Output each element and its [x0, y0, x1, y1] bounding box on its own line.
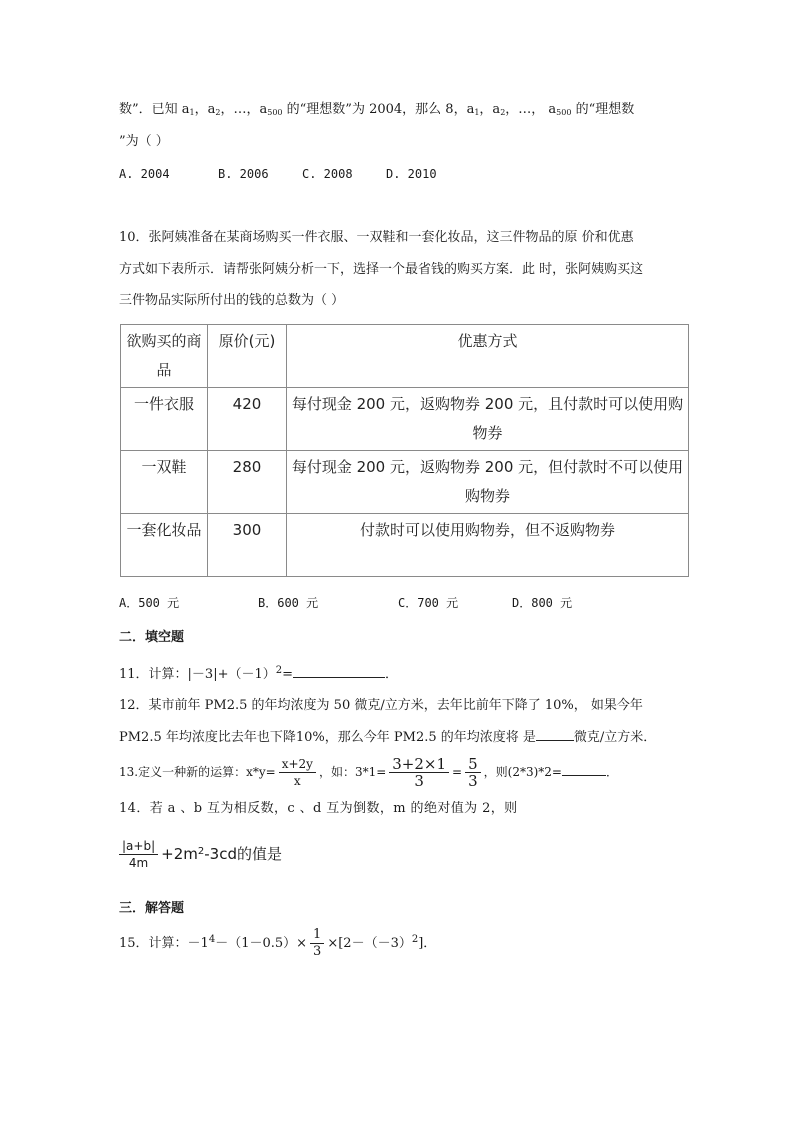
fraction-numerator: 1: [310, 927, 324, 944]
fraction: [310, 927, 324, 960]
sub-2: 2: [215, 108, 221, 117]
q12-line-1: 12．某市前年 PM2.5 的年均浓度为 50 微克/立方米，去年比前年下降了 10%， 如果今年: [119, 698, 643, 713]
sub-500: 500: [267, 108, 283, 117]
fraction-denominator: x: [293, 774, 301, 788]
table-cell: 一双鞋: [121, 451, 208, 514]
q10-line-2: 方式如下表所示．请帮张阿姨分析一下，选择一个最省钱的购买方案．此 时，张阿姨购买这: [119, 262, 644, 277]
q9-choice-d: D. 2010: [386, 167, 437, 181]
answer-blank[interactable]: [562, 775, 606, 776]
q11-text: 11．计算：|－3|+（－1）: [119, 667, 276, 682]
q14-line-2: [119, 832, 282, 874]
table-header-cell: 原价(元): [208, 325, 287, 388]
q11-text: =: [282, 667, 294, 682]
table-row: [121, 388, 689, 451]
table-header-row: [121, 325, 689, 388]
table-cell: 420: [208, 388, 287, 451]
q11-text: ．: [385, 667, 399, 682]
answer-blank[interactable]: [536, 740, 574, 741]
q13-text: 13.定义一种新的运算：x*y=: [119, 765, 276, 779]
table-row: [121, 451, 689, 514]
fraction-denominator: 3: [313, 944, 322, 959]
table-cell: 每付现金 200 元，返购物券 200 元，且付款时可以使用购物券: [287, 388, 689, 451]
answer-blank[interactable]: [293, 677, 385, 678]
q15-text: 15．计算：－1: [119, 936, 209, 951]
fraction: [465, 756, 481, 789]
q12-text: PM2.5 年均浓度比去年也下降10%，那么今年 PM2.5 的年均浓度将 是: [119, 730, 536, 745]
q15-line: [119, 922, 436, 962]
exponent: 2: [411, 934, 419, 945]
section-heading-solve: 三．解答题: [119, 901, 185, 916]
table-cell: 每付现金 200 元，返购物券 200 元，但付款时不可以使用购物券: [287, 451, 689, 514]
fraction: [279, 756, 316, 789]
fraction-numerator: |a+b|: [119, 838, 158, 855]
q14-line-1: 14．若 a 、b 互为相反数，c 、d 互为倒数，m 的绝对值为 2，则: [119, 801, 518, 816]
q9-text: 的“理想数: [571, 102, 635, 117]
q9-text: ，…， a: [505, 102, 557, 117]
table-header-cell: 欲购买的商品: [121, 325, 208, 388]
fraction-numerator: 5: [465, 756, 481, 773]
q13-line: [119, 752, 618, 792]
table-cell: 280: [208, 451, 287, 514]
q15-text: ]．: [418, 936, 437, 951]
table-cell: 300: [208, 514, 287, 577]
q9-text: ，a: [479, 102, 501, 117]
q10-choice-d: D．800 元: [512, 596, 573, 610]
q15-text: ×[2－（－3）: [327, 936, 412, 951]
q10-choice-c: C．700 元: [398, 596, 459, 610]
q9-text: 的“理想数”为 2004，那么 8，a: [282, 102, 475, 117]
table-cell: 付款时可以使用购物券，但不返购物券: [287, 514, 689, 577]
q10-line-1: 10．张阿姨准备在某商场购买一件衣服、一双鞋和一套化妆品，这三件物品的原 价和优惠: [119, 230, 634, 245]
fraction-denominator: 3: [414, 772, 424, 790]
q9-text: 数”．已知 a: [119, 102, 190, 117]
q14-text: +2m: [161, 845, 198, 863]
q9-line-2: ”为（ ）: [119, 134, 169, 149]
table-cell: 一件衣服: [121, 388, 208, 451]
q10-choice-b: B．600 元: [258, 596, 319, 610]
q11-line: [119, 662, 398, 684]
sub-500: 500: [556, 108, 572, 117]
exponent: 2: [275, 665, 283, 676]
q9-choice-a: A. 2004: [119, 167, 170, 181]
exponent: 2: [197, 846, 205, 857]
q12-line-2: [119, 729, 656, 747]
q15-text: －（1－0.5）×: [215, 936, 308, 951]
sub-2: 2: [500, 108, 506, 117]
fraction: [119, 838, 158, 871]
fraction: [389, 756, 449, 789]
fraction-numerator: 3+2×1: [389, 756, 449, 773]
section-heading-fill-in: 二．填空题: [119, 630, 185, 645]
table-header-cell: 优惠方式: [287, 325, 689, 388]
table-row: [121, 514, 689, 577]
q9-text: ，a: [194, 102, 216, 117]
q9-choice-b: B. 2006: [218, 167, 269, 181]
price-table: [120, 324, 689, 577]
q13-text: =: [452, 765, 463, 779]
fraction-numerator: x+2y: [279, 756, 316, 773]
exponent: 4: [208, 934, 216, 945]
sub-1: 1: [189, 108, 195, 117]
fraction-denominator: 4m: [128, 856, 149, 870]
q10-line-3: 三件物品实际所付出的钱的总数为（ ）: [119, 293, 345, 308]
q13-text: ，如：3*1=: [318, 765, 387, 779]
q13-text: ．: [605, 765, 618, 779]
fraction-denominator: 3: [468, 772, 478, 790]
sub-1: 1: [474, 108, 480, 117]
q12-text: 微克/立方米．: [573, 730, 657, 745]
q9-text: ，…，a: [220, 102, 268, 117]
table-cell: 一套化妆品: [121, 514, 208, 577]
q14-text: -3cd的值是: [204, 845, 282, 863]
q13-text: ，则(2*3)*2=: [483, 765, 562, 779]
q10-choice-a: A．500 元: [119, 596, 180, 610]
q9-line-1: [119, 101, 634, 122]
q9-choice-c: C. 2008: [302, 167, 353, 181]
